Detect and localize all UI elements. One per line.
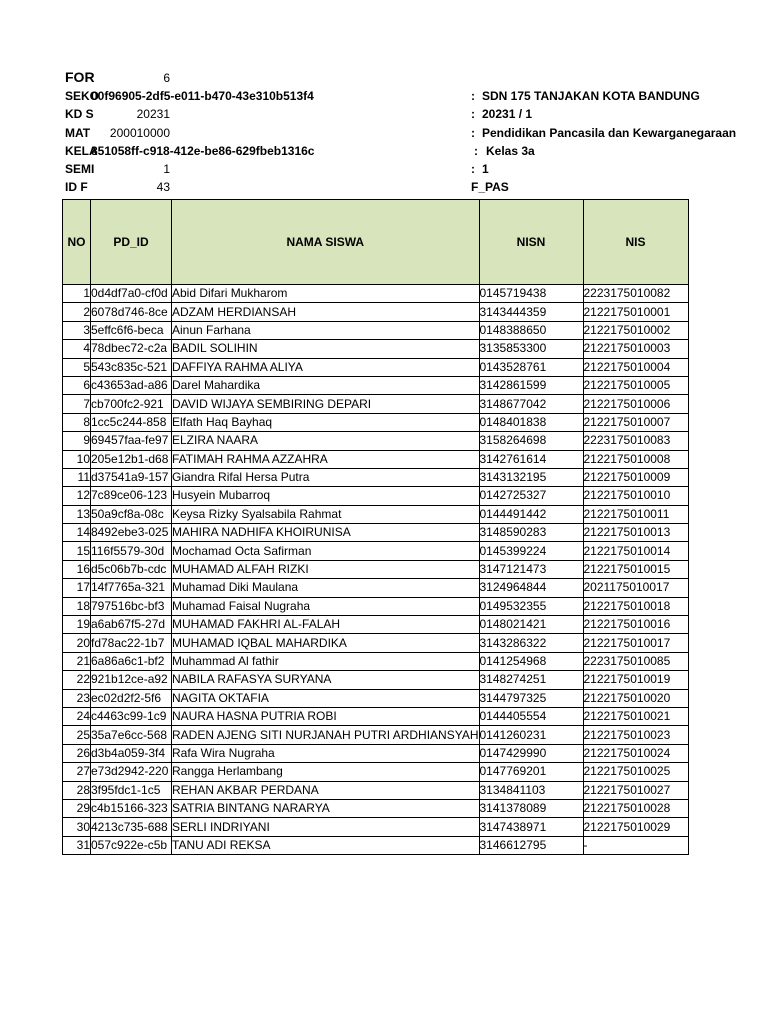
student-name-cell: Keysa Rizky Syalsabila Rahmat (172, 505, 480, 523)
pd-id-cell: 14f7765a-321 (91, 579, 172, 597)
pd-id-cell: 543c835c-521 (91, 358, 172, 376)
table-row (63, 376, 689, 394)
pd-id-cell: c4463c99-1c9 (91, 707, 172, 725)
nis-cell: 2122175010016 (583, 616, 688, 634)
sekolah-value: 00f96905-2df5-e011-b470-43e310b513f4 (91, 89, 314, 103)
right-colon-1: : (471, 89, 475, 103)
row-number: 27 (63, 763, 91, 781)
table-row (63, 689, 689, 707)
nis-cell: 2122175010025 (583, 763, 688, 781)
row-number: 11 (63, 468, 91, 486)
row-number: 6 (63, 376, 91, 394)
table-row (63, 671, 689, 689)
col-header-pd-id: PD_ID (91, 200, 172, 285)
row-number: 29 (63, 799, 91, 817)
nis-cell: 2122175010003 (583, 340, 688, 358)
nisn-cell: 0144405554 (479, 707, 583, 725)
semester-value: 1 (163, 162, 170, 176)
student-name-cell: NABILA RAFASYA SURYANA (172, 671, 480, 689)
nisn-cell: 0148388650 (479, 321, 583, 339)
row-number: 23 (63, 689, 91, 707)
table-row (63, 413, 689, 431)
nisn-cell: 0143528761 (479, 358, 583, 376)
pd-id-cell: 4213c735-688 (91, 818, 172, 836)
row-number: 30 (63, 818, 91, 836)
nis-cell: 2122175010018 (583, 597, 688, 615)
nisn-cell: 0149532355 (479, 597, 583, 615)
student-name-cell: NAURA HASNA PUTRIA ROBI (172, 707, 480, 725)
table-row (63, 395, 689, 413)
kelas-label: KELA (65, 144, 98, 158)
table-row (63, 524, 689, 542)
student-name-cell: Muhamad Faisal Nugraha (172, 597, 480, 615)
student-name-cell: Giandra Rifal Hersa Putra (172, 468, 480, 486)
student-name-cell: Rafa Wira Nugraha (172, 744, 480, 762)
table-row (63, 836, 689, 854)
nisn-cell: 3124964844 (479, 579, 583, 597)
pd-id-cell: ec02d2f2-5f6 (91, 689, 172, 707)
nisn-cell: 0141254968 (479, 652, 583, 670)
id-label: ID F (65, 180, 88, 194)
sekolah-label: SEKO (65, 89, 100, 103)
nis-cell: 2122175010013 (583, 524, 688, 542)
nisn-cell: 0144491442 (479, 505, 583, 523)
nisn-cell: 0145719438 (479, 285, 583, 303)
col-header-nisn: NISN (479, 200, 583, 285)
nisn-cell: 3147438971 (479, 818, 583, 836)
student-name-cell: Muhammad Al fathir (172, 652, 480, 670)
table-row (63, 818, 689, 836)
kelas-value: 851058ff-c918-412e-be86-629fbeb1316c (91, 144, 315, 158)
right-colon-5: : (471, 162, 475, 176)
student-name-cell: NAGITA OKTAFIA (172, 689, 480, 707)
table-row (63, 707, 689, 725)
nisn-cell: 3148274251 (479, 671, 583, 689)
nisn-cell: 3141378089 (479, 799, 583, 817)
nis-cell: 2122175010004 (583, 358, 688, 376)
school-name: SDN 175 TANJAKAN KOTA BANDUNG (482, 89, 700, 103)
nis-cell: 2122175010009 (583, 468, 688, 486)
pd-id-cell: c4b15166-323 (91, 799, 172, 817)
student-name-cell: Elfath Haq Bayhaq (172, 413, 480, 431)
table-row (63, 505, 689, 523)
table-row (63, 781, 689, 799)
period: 20231 / 1 (482, 107, 533, 121)
pd-id-cell: 8492ebe3-025 (91, 524, 172, 542)
nisn-cell: 3146612795 (479, 836, 583, 854)
semester-label: SEMI (65, 162, 95, 176)
table-row (63, 763, 689, 781)
row-number: 5 (63, 358, 91, 376)
table-row (63, 303, 689, 321)
nisn-cell: 0148401838 (479, 413, 583, 431)
nis-cell: 2122175010020 (583, 689, 688, 707)
nisn-cell: 0145399224 (479, 542, 583, 560)
nisn-cell: 3143132195 (479, 468, 583, 486)
pd-id-cell: 7c89ce06-123 (91, 487, 172, 505)
student-name-cell: MAHIRA NADHIFA KHOIRUNISA (172, 524, 480, 542)
nis-cell: 2122175010023 (583, 726, 688, 744)
pd-id-cell: 6078d746-8ce (91, 303, 172, 321)
row-number: 8 (63, 413, 91, 431)
pd-id-cell: d37541a9-157 (91, 468, 172, 486)
nisn-cell: 3158264698 (479, 432, 583, 450)
pd-id-cell: e73d2942-220 (91, 763, 172, 781)
table-row (63, 726, 689, 744)
id-value: 43 (156, 180, 170, 194)
row-number: 9 (63, 432, 91, 450)
nisn-cell: 3134841103 (479, 781, 583, 799)
student-name-cell: SATRIA BINTANG NARARYA (172, 799, 480, 817)
pd-id-cell: 3f95fdc1-1c5 (91, 781, 172, 799)
class-name: Kelas 3a (486, 144, 535, 158)
row-number: 2 (63, 303, 91, 321)
student-name-cell: Rangga Herlambang (172, 763, 480, 781)
form-label: FOR (65, 69, 95, 85)
right-colon-2: : (471, 107, 475, 121)
student-name-cell: DAVID WIJAYA SEMBIRING DEPARI (172, 395, 480, 413)
row-number: 25 (63, 726, 91, 744)
table-row (63, 652, 689, 670)
nis-cell: 2122175010028 (583, 799, 688, 817)
nis-cell: 2122175010008 (583, 450, 688, 468)
row-number: 3 (63, 321, 91, 339)
student-name-cell: RADEN AJENG SITI NURJANAH PUTRI ARDHIANSYAH (172, 726, 480, 744)
table-row (63, 450, 689, 468)
student-name-cell: MUHAMAD ALFAH RIZKI (172, 560, 480, 578)
pd-id-cell: 6a86a6c1-bf2 (91, 652, 172, 670)
table-row (63, 340, 689, 358)
student-name-cell: MUHAMAD FAKHRI AL-FALAH (172, 616, 480, 634)
subject-name: Pendidikan Pancasila dan Kewarganegaraan (482, 126, 737, 140)
nis-cell: 2223175010085 (583, 652, 688, 670)
right-colon-4: : (474, 144, 478, 158)
nisn-cell: 3142861599 (479, 376, 583, 394)
nis-cell: 2122175010015 (583, 560, 688, 578)
nis-cell: 2122175010019 (583, 671, 688, 689)
kd-value: 20231 (136, 107, 170, 121)
pd-id-cell: 057c922e-c5b (91, 836, 172, 854)
nis-cell: 2122175010005 (583, 376, 688, 394)
right-colon-3: : (471, 126, 475, 140)
form-value: 6 (163, 71, 170, 85)
row-number: 22 (63, 671, 91, 689)
table-row (63, 285, 689, 303)
student-name-cell: REHAN AKBAR PERDANA (172, 781, 480, 799)
student-name-cell: FATIMAH RAHMA AZZAHRA (172, 450, 480, 468)
student-name-cell: SERLI INDRIYANI (172, 818, 480, 836)
nis-cell: 2122175010021 (583, 707, 688, 725)
student-name-cell: BADIL SOLIHIN (172, 340, 480, 358)
row-number: 18 (63, 597, 91, 615)
nisn-cell: 3142761614 (479, 450, 583, 468)
nisn-cell: 3143444359 (479, 303, 583, 321)
pd-id-cell: 5effc6f6-beca (91, 321, 172, 339)
table-header-row (63, 200, 689, 285)
student-name-cell: ELZIRA NAARA (172, 432, 480, 450)
row-number: 13 (63, 505, 91, 523)
nis-cell: 2122175010010 (583, 487, 688, 505)
row-number: 17 (63, 579, 91, 597)
student-name-cell: ADZAM HERDIANSAH (172, 303, 480, 321)
pd-id-cell: 797516bc-bf3 (91, 597, 172, 615)
student-table (62, 199, 689, 855)
row-number: 20 (63, 634, 91, 652)
student-name-cell: Darel Mahardika (172, 376, 480, 394)
nisn-cell: 3147121473 (479, 560, 583, 578)
row-number: 14 (63, 524, 91, 542)
row-number: 26 (63, 744, 91, 762)
row-number: 12 (63, 487, 91, 505)
nisn-cell: 3148590283 (479, 524, 583, 542)
table-row (63, 579, 689, 597)
pd-id-cell: fd78ac22-1b7 (91, 634, 172, 652)
table-row (63, 634, 689, 652)
student-name-cell: Ainun Farhana (172, 321, 480, 339)
pd-id-cell: c43653ad-a86 (91, 376, 172, 394)
semester-number: 1 (482, 162, 489, 176)
table-row (63, 542, 689, 560)
nisn-cell: 0141260231 (479, 726, 583, 744)
col-header-no: NO (63, 200, 91, 285)
row-number: 16 (63, 560, 91, 578)
pd-id-cell: 1cc5c244-858 (91, 413, 172, 431)
pd-id-cell: d5c06b7b-cdc (91, 560, 172, 578)
student-name-cell: Husyein Mubarroq (172, 487, 480, 505)
row-number: 7 (63, 395, 91, 413)
nis-cell: - (583, 836, 688, 854)
nisn-cell: 3143286322 (479, 634, 583, 652)
table-row (63, 560, 689, 578)
table-row (63, 799, 689, 817)
pd-id-cell: 35a7e6cc-568 (91, 726, 172, 744)
nis-cell: 2122175010029 (583, 818, 688, 836)
nisn-cell: 0147429990 (479, 744, 583, 762)
row-number: 21 (63, 652, 91, 670)
form-code: F_PAS (471, 180, 509, 194)
row-number: 15 (63, 542, 91, 560)
nis-cell: 2122175010027 (583, 781, 688, 799)
pd-id-cell: 205e12b1-d68 (91, 450, 172, 468)
pd-id-cell: 116f5579-30d (91, 542, 172, 560)
row-number: 24 (63, 707, 91, 725)
nisn-cell: 0142725327 (479, 487, 583, 505)
nis-cell: 2122175010011 (583, 505, 688, 523)
col-header-nama-siswa: NAMA SISWA (172, 200, 480, 285)
student-name-cell: DAFFIYA RAHMA ALIYA (172, 358, 480, 376)
row-number: 28 (63, 781, 91, 799)
nis-cell: 2122175010007 (583, 413, 688, 431)
nis-cell: 2122175010006 (583, 395, 688, 413)
pd-id-cell: 69457faa-fe97 (91, 432, 172, 450)
mat-label: MAT (65, 126, 91, 140)
table-row (63, 616, 689, 634)
nisn-cell: 3135853300 (479, 340, 583, 358)
pd-id-cell: 78dbec72-c2a (91, 340, 172, 358)
mat-value: 200010000 (109, 126, 170, 140)
pd-id-cell: 50a9cf8a-08c (91, 505, 172, 523)
nisn-cell: 3144797325 (479, 689, 583, 707)
student-name-cell: MUHAMAD IQBAL MAHARDIKA (172, 634, 480, 652)
table-row (63, 744, 689, 762)
row-number: 4 (63, 340, 91, 358)
table-row (63, 358, 689, 376)
nis-cell: 2223175010083 (583, 432, 688, 450)
student-name-cell: Mochamad Octa Safirman (172, 542, 480, 560)
col-header-nis: NIS (583, 200, 688, 285)
nis-cell: 2223175010082 (583, 285, 688, 303)
table-row (63, 468, 689, 486)
row-number: 1 (63, 285, 91, 303)
table-row (63, 321, 689, 339)
nisn-cell: 3148677042 (479, 395, 583, 413)
table-row (63, 487, 689, 505)
row-number: 19 (63, 616, 91, 634)
pd-id-cell: a6ab67f5-27d (91, 616, 172, 634)
nis-cell: 2122175010017 (583, 634, 688, 652)
nisn-cell: 0147769201 (479, 763, 583, 781)
nis-cell: 2122175010014 (583, 542, 688, 560)
pd-id-cell: 0d4df7a0-cf0d (91, 285, 172, 303)
nis-cell: 2021175010017 (583, 579, 688, 597)
student-name-cell: Muhamad Diki Maulana (172, 579, 480, 597)
student-name-cell: TANU ADI REKSA (172, 836, 480, 854)
nis-cell: 2122175010001 (583, 303, 688, 321)
row-number: 10 (63, 450, 91, 468)
table-row (63, 432, 689, 450)
table-row (63, 597, 689, 615)
nis-cell: 2122175010002 (583, 321, 688, 339)
row-number: 31 (63, 836, 91, 854)
kd-label: KD S (65, 107, 94, 121)
pd-id-cell: d3b4a059-3f4 (91, 744, 172, 762)
student-name-cell: Abid Difari Mukharom (172, 285, 480, 303)
nisn-cell: 0148021421 (479, 616, 583, 634)
nis-cell: 2122175010024 (583, 744, 688, 762)
pd-id-cell: cb700fc2-921 (91, 395, 172, 413)
pd-id-cell: 921b12ce-a92 (91, 671, 172, 689)
